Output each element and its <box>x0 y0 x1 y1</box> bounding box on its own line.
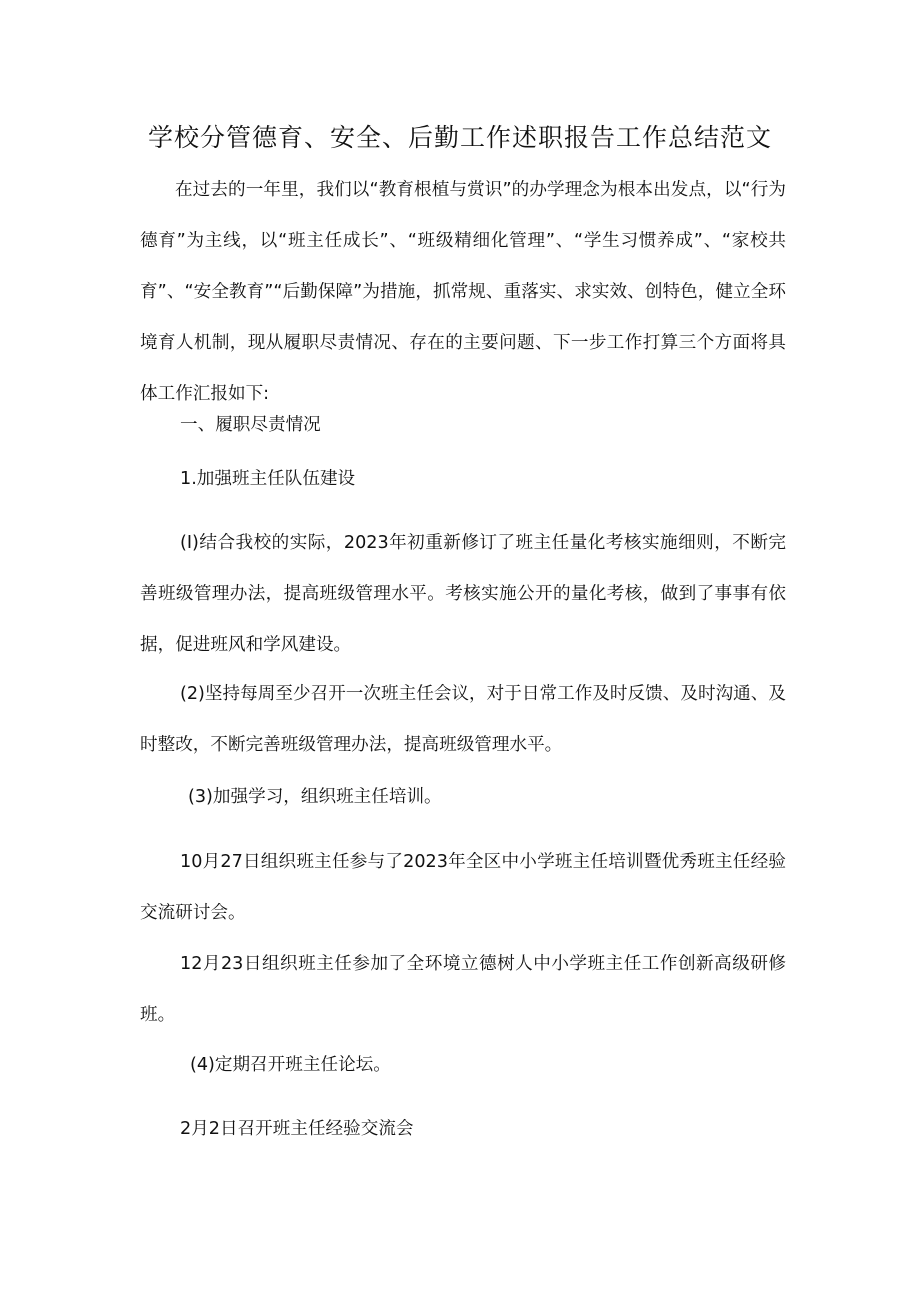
event-3-paragraph: 2月2日召开班主任经验交流会 <box>180 1119 414 1139</box>
event-1-paragraph: 10月27日组织班主任参与了2023年全区中小学班主任培训暨优秀班主任经验交流研讨会。 <box>140 852 786 923</box>
event-2-paragraph: 12月23日组织班主任参加了全环境立德树人中小学班主任工作创新高级研修班。 <box>140 954 786 1025</box>
subsection-heading: 1.加强班主任队伍建设 <box>180 469 356 489</box>
item-4-paragraph: (4)定期召开班主任论坛。 <box>190 1055 391 1075</box>
intro-paragraph: 在过去的一年里，我们以“教育根植与赏识”的办学理念为根本出发点，以“行为德育”为主线，以“班主任成长”、“班级精细化管理”、“学生习惯养成”、“家校共育”、“安全教育”“后勤保障”为措施，抓常规、重落实、求实效、创特色，健立全环境育人机制，现从履职尽责情况、存在的主要问题、下一步工作打算三个方面将具体工作汇报如下: <box>140 180 786 404</box>
section-heading: 一、履职尽责情况 <box>180 415 321 435</box>
item-3-paragraph: (3)加强学习，组织班主任培训。 <box>188 787 442 807</box>
item-1-paragraph: (I)结合我校的实际，2023年初重新修订了班主任量化考核实施细则，不断完善班级管理办法，提高班级管理水平。考核实施公开的量化考核，做到了事事有依据，促进班风和学风建设。 <box>140 533 786 655</box>
document-title: 学校分管德育、安全、后勤工作述职报告工作总结范文 <box>147 123 772 152</box>
item-2-paragraph: (2)坚持每周至少召开一次班主任会议，对于日常工作及时反馈、及时沟通、及时整改，不断完善班级管理办法，提高班级管理水平。 <box>140 684 786 755</box>
